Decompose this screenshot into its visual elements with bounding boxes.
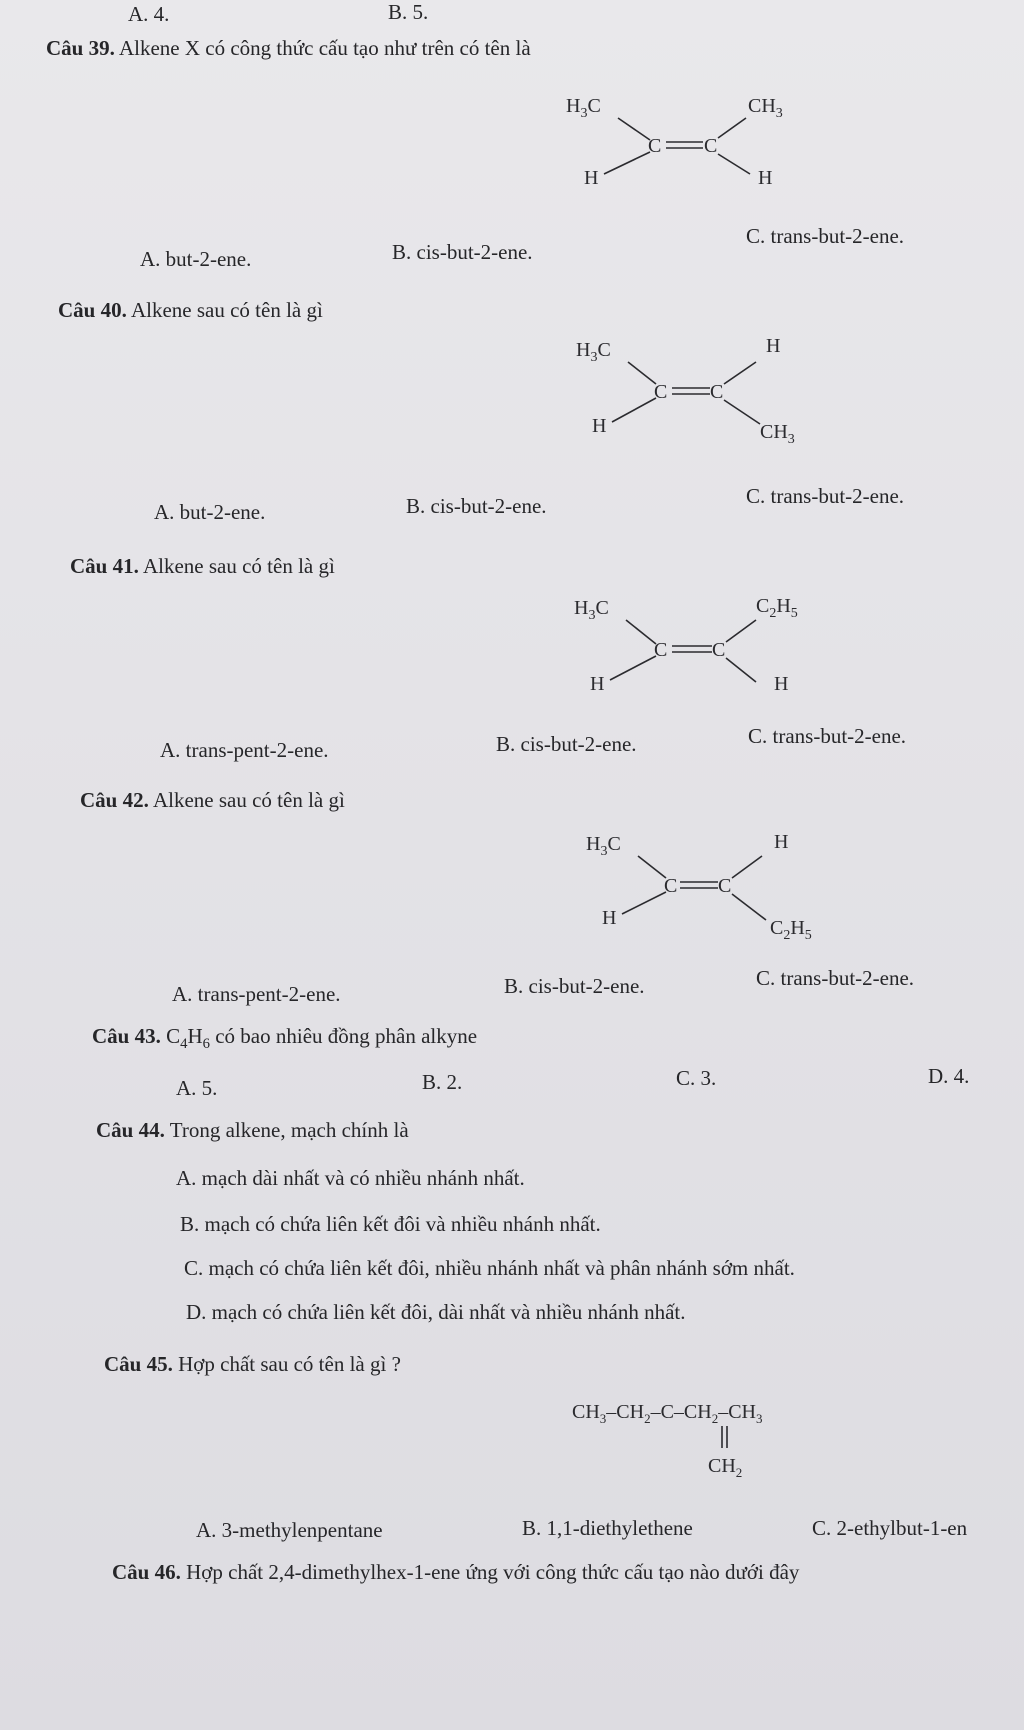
q45-option-b: B. 1,1-diethylethene	[522, 1516, 693, 1540]
molecule-q39	[540, 78, 840, 208]
question-text: Alkene sau có tên là gì	[130, 298, 323, 322]
q45-option-c: C. 2-ethylbut-1-en	[812, 1516, 968, 1540]
question-46	[112, 1560, 799, 1585]
q39-option-a: A. but-2-ene.	[140, 247, 252, 271]
question-number: Câu 46.	[112, 1560, 181, 1584]
svg-text:C: C	[648, 135, 662, 157]
svg-text:C: C	[712, 639, 726, 661]
svg-text:H3C: $H_3C$	[586, 833, 621, 859]
q40-option-b: B. cis-but-2-ene.	[406, 494, 547, 518]
svg-text:H3C: $H_3C$	[566, 95, 601, 121]
q43-option-a: A. 5.	[176, 1076, 218, 1100]
bond	[638, 856, 666, 878]
svg-text:H: H	[584, 167, 599, 189]
question-number: Câu 44.	[96, 1118, 165, 1142]
question-44	[96, 1118, 409, 1143]
formula-q45	[566, 1388, 906, 1488]
bond	[628, 362, 656, 384]
bond	[726, 620, 756, 642]
svg-text:CH2: $CH_2$	[708, 1455, 743, 1480]
question-39	[46, 36, 531, 61]
question-45	[104, 1352, 401, 1377]
svg-text:H: H	[758, 167, 773, 189]
svg-text:CH3–CH2–C–CH2–CH3: $CH_3-CH_2-C-CH_2-CH_3$	[572, 1401, 763, 1426]
question-number: Câu 39.	[46, 36, 115, 60]
svg-text:C: C	[718, 875, 732, 897]
q44-option-a: A. mạch dài nhất và có nhiều nhánh nhất.	[176, 1166, 525, 1190]
question-42	[80, 788, 345, 813]
q44-option-d: D. mạch có chứa liên kết đôi, dài nhất và nhiều nhánh nhất.	[186, 1300, 686, 1324]
q43-option-b: B. 2.	[422, 1070, 463, 1094]
option-a-top: A. 4.	[128, 2, 170, 26]
bond	[626, 620, 656, 644]
svg-text:H: H	[766, 335, 781, 357]
svg-text:C: C	[710, 381, 724, 403]
q42-option-a: A. trans-pent-2-ene.	[172, 982, 341, 1006]
question-40	[58, 298, 323, 323]
svg-text:CH3: $CH_3$	[748, 95, 783, 121]
svg-text:H: H	[590, 673, 605, 695]
question-number: Câu 41.	[70, 554, 139, 578]
question-text: Hợp chất sau có tên là gì ?	[178, 1352, 401, 1376]
question-number: Câu 42.	[80, 788, 149, 812]
svg-text:C: C	[664, 875, 678, 897]
svg-text:H: H	[774, 673, 789, 695]
question-text: Alkene X có công thức cấu tạo như trên có tên là	[118, 36, 531, 60]
q43-option-c: C. 3.	[676, 1066, 717, 1090]
svg-text:H3C: $H_3C$	[574, 597, 609, 623]
bond	[612, 398, 656, 422]
svg-text:C: C	[654, 381, 668, 403]
q44-option-b: B. mạch có chứa liên kết đôi và nhiều nhánh nhất.	[180, 1212, 601, 1236]
bond	[724, 400, 760, 424]
bond	[732, 894, 766, 920]
bond	[726, 658, 756, 682]
bond	[618, 118, 650, 140]
svg-text:H: H	[592, 415, 607, 437]
question-43	[92, 1024, 477, 1053]
q42-option-c: C. trans-but-2-ene.	[756, 966, 915, 990]
q40-option-a: A. but-2-ene.	[154, 500, 266, 524]
bond	[718, 154, 750, 174]
q41-option-c: C. trans-but-2-ene.	[748, 724, 907, 748]
bond	[604, 152, 650, 174]
svg-text:C2H5: $C_2H_5$	[756, 595, 798, 621]
q45-option-a: A. 3-methylenpentane	[196, 1518, 383, 1542]
q40-option-c: C. trans-but-2-ene.	[746, 484, 905, 508]
question-text: $C_4H_6$ có bao nhiêu đồng phân alkyne	[166, 1024, 478, 1053]
molecule-q42	[566, 816, 866, 956]
option-b-top: B. 5.	[388, 0, 429, 24]
question-text: Alkene sau có tên là gì	[142, 554, 335, 578]
q39-option-c: C. trans-but-2-ene.	[746, 224, 905, 248]
bond	[724, 362, 756, 384]
q39-option-b: B. cis-but-2-ene.	[392, 240, 533, 264]
svg-text:H: H	[774, 831, 789, 853]
q41-option-a: A. trans-pent-2-ene.	[160, 738, 329, 762]
question-number: Câu 45.	[104, 1352, 173, 1376]
q44-option-c: C. mạch có chứa liên kết đôi, nhiều nhánh nhất và phân nhánh sớm nhất.	[184, 1256, 795, 1280]
bond	[718, 118, 746, 138]
q43-option-d: D. 4.	[928, 1064, 970, 1088]
bond	[732, 856, 762, 878]
svg-text:H: H	[602, 907, 617, 929]
question-41	[70, 554, 335, 579]
molecule-q41	[556, 578, 856, 708]
question-text: Hợp chất 2,4-dimethylhex-1-ene ứng với công thức cấu tạo nào dưới đây	[186, 1560, 800, 1584]
svg-text:C: C	[654, 639, 668, 661]
question-number: Câu 43.	[92, 1024, 161, 1048]
svg-text:C2H5: $C_2H_5$	[770, 917, 812, 943]
q42-option-b: B. cis-but-2-ene.	[504, 974, 645, 998]
bond	[622, 892, 666, 914]
molecule-q40	[550, 320, 850, 460]
question-text: Trong alkene, mạch chính là	[169, 1118, 409, 1142]
svg-text:CH3: $CH_3$	[760, 421, 795, 447]
bond	[610, 656, 656, 680]
q41-option-b: B. cis-but-2-ene.	[496, 732, 637, 756]
question-text: Alkene sau có tên là gì	[152, 788, 345, 812]
svg-text:C: C	[704, 135, 718, 157]
question-number: Câu 40.	[58, 298, 127, 322]
svg-text:H3C: $H_3C$	[576, 339, 611, 365]
